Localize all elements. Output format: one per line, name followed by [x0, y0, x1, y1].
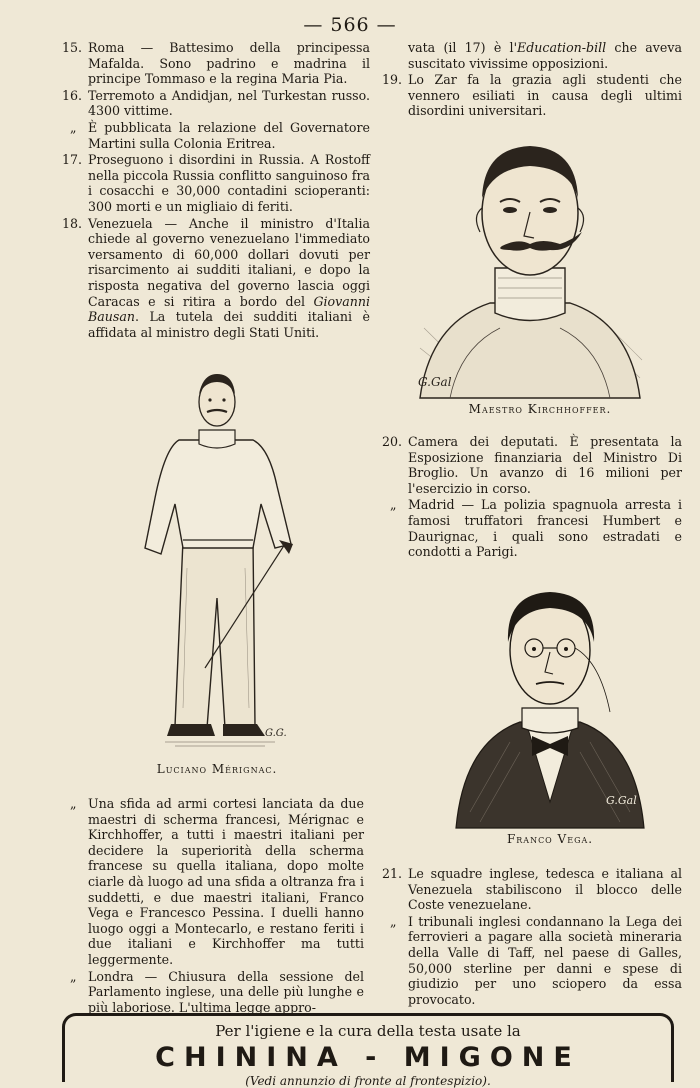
artist-signature: G.Gal — [418, 375, 452, 389]
ditto-mark: „ — [390, 497, 397, 513]
ship-name: Giovanni Bausan — [88, 293, 370, 325]
right-column-top — [382, 40, 682, 120]
advertisement-box — [62, 1013, 674, 1088]
entry-text: Lo Zar fa la grazia agli studenti che vennero esiliati in causa degli ultimi disordini universitari. — [408, 72, 682, 119]
entry-number: 16. — [62, 87, 83, 103]
entry-18 — [62, 216, 370, 341]
entry-text-part: Venezuela — Anche il ministro d'Italia chiede al governo venezuelano l'immediato versamento di 60,000 dollari dovuti per risarcimento ai sudditi italiani, e dopo la risposta negativa del governo lascia oggi Caracas e si ritira a bordo del — [88, 215, 370, 309]
entry-london — [62, 969, 364, 1016]
kirchhoffer-portrait — [410, 128, 650, 400]
entry-16-ditto — [62, 120, 370, 151]
page-number: — 566 — — [303, 14, 397, 36]
left-column-bottom — [62, 796, 364, 1016]
entry-text: Una sfida ad armi cortesi lanciata da due maestri di scherma francesi, Mérignac e Kirchhoffer, a tutti i maestri italiani per decidere la superiorità della scherma francese su quella italiana, dopo molte ciarle dà luogo ad una sfida a oltranza fra i suddetti, e due maestri italiani, Franco Vega e Francesco Pessina. I duelli hanno luogo oggi a Montecarlo, e restano feriti i due italiani e Kirchhoffer ma tutti leggermente. — [88, 796, 364, 967]
entry-17 — [62, 152, 370, 214]
kirchhoffer-caption: Maestro Kirchhoffer. — [468, 402, 612, 416]
entry-21 — [382, 866, 682, 913]
right-column-bottom — [382, 866, 682, 1008]
entry-19 — [382, 72, 682, 119]
entry-text-part: che aveva suscitato vivissime opposizioni. — [408, 40, 682, 71]
entry-16 — [62, 88, 370, 119]
vega-caption: Franco Vega. — [506, 832, 594, 846]
continuation-text — [382, 40, 682, 71]
entry-text: Roma — Battesimo della principessa Mafalda. Sono padrino e madrina il principe Tommaso e la regina Maria Pia. — [88, 40, 370, 87]
bill-name: Education-bill — [517, 40, 607, 55]
ditto-mark: „ — [70, 796, 77, 811]
vega-portrait — [450, 572, 650, 830]
entry-text: Le squadre inglese, tedesca e italiana al Venezuela stabiliscono il blocco delle Coste venezuelane. — [408, 866, 682, 913]
merignac-portrait — [125, 368, 305, 756]
right-column-mid — [382, 434, 682, 561]
artist-signature: G.Gal — [606, 794, 637, 807]
entry-text — [88, 216, 370, 341]
ditto-mark: „ — [390, 913, 397, 929]
entry-number: 17. — [62, 152, 83, 168]
entry-text: Camera dei deputati. È presentata la Esposizione finanziaria del Ministro Di Broglio. Un avanzo di 16 milioni per l'esercizio in corso. — [408, 434, 682, 496]
entry-number: 20. — [382, 434, 403, 449]
ad-tagline: Per l'igiene e la cura della testa usate la — [215, 1022, 521, 1040]
entry-20 — [382, 434, 682, 496]
entry-number: 15. — [62, 40, 83, 55]
entry-text-part: . La tutela dei sudditi italiani è affidata al ministro degli Stati Uniti. — [88, 309, 370, 340]
entry-text-part: vata (il 17) è l' — [408, 40, 518, 55]
entry-number: 19. — [382, 72, 403, 88]
entry-number: 18. — [62, 215, 83, 231]
merignac-caption: Luciano Mérignac. — [156, 762, 278, 776]
left-column-top — [62, 40, 370, 341]
entry-20-ditto — [382, 497, 682, 559]
entry-15 — [62, 40, 370, 87]
entry-text: È pubblicata la relazione del Governatore Martini sulla Colonia Eritrea. — [88, 119, 370, 151]
entry-text: I tribunali inglesi condannano la Lega dei ferrovieri a pagare alla società mineraria della Valle di Taff, nel paese di Galles, 50,000 sterline per danni e spese di giudizio per uno sciopero da essa provocato. — [408, 913, 682, 1007]
ad-note: (Vedi annunzio di fronte al frontespizio). — [245, 1074, 491, 1088]
entry-fencing-challenge — [62, 796, 364, 968]
entry-21-ditto — [382, 914, 682, 1008]
artist-signature: G.G. — [265, 728, 287, 739]
entry-text: Terremoto a Andidjan, nel Turkestan russo. 4300 vittime. — [88, 87, 370, 119]
ad-brand-name: CHININA - MIGONE — [155, 1042, 581, 1073]
entry-text: Londra — Chiusura della sessione del Parlamento inglese, una delle più lunghe e più laboriose. L'ultima legge appro- — [88, 968, 364, 1015]
ditto-mark: „ — [70, 119, 77, 135]
entry-text: Madrid — La polizia spagnuola arresta i famosi truffatori francesi Humbert e Daurignac, i quali sono estradati e condotti a Parigi. — [408, 497, 682, 560]
entry-text: Proseguono i disordini in Russia. A Rostoff nella piccola Russia conflitto sanguinoso fra i cosacchi e 30,000 contadini scioperanti: 300 morti e un migliaio di feriti. — [88, 152, 370, 214]
ditto-mark: „ — [70, 968, 77, 984]
entry-number: 21. — [382, 866, 403, 881]
